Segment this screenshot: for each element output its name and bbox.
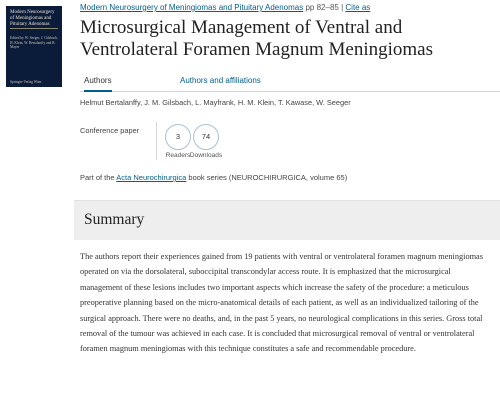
downloads-metric [186,124,226,159]
cover-rule [10,28,58,29]
page-range: pp 82–85 [305,3,339,12]
metrics-divider [156,122,157,160]
book-title-link[interactable]: Modern Neurosurgery of Meningiomas and Pituitary Adenomas [80,3,304,12]
book-series-line [80,173,347,182]
series-suffix: book series (NEUROCHIRURGICA, volume 65) [188,173,348,182]
readers-label: Readers [165,152,191,159]
book-info-line [80,3,370,12]
cover-publisher: Springer-Verlag Wien [10,80,42,84]
summary-header-band [74,200,500,240]
cover-editors: Edited by W. Seeger, J. Gilsbach, H. Klein, W. Bertalanffy and R. Mayer [10,36,58,50]
book-cover-image[interactable] [6,6,62,87]
series-link[interactable]: Acta Neurochirurgica [116,173,187,182]
downloads-label: Downloads [189,152,223,159]
content-type-label: Conference paper [80,126,140,135]
author-list: Helmut Bertalanffy, J. M. Gilsbach, L. Mayfrank, H. M. Klein, T. Kawase, W. Seeger [80,98,351,107]
tab-authors-and-affiliations[interactable]: Authors and affiliations [180,76,261,85]
chapter-title: Microsurgical Management of Ventral and Ventrolateral Foramen Magnum Meningiomas [80,17,434,60]
cite-as-link[interactable]: Cite as [345,3,371,12]
downloads-count: 74 [193,124,219,150]
series-prefix: Part of the [80,173,115,182]
summary-heading: Summary [84,211,145,228]
cover-title: Modern Neurosurgery of Meningiomas and Pituitary Adenomas [10,10,55,27]
readers-count: 3 [165,124,191,150]
separator: | [341,3,344,12]
tab-authors[interactable]: Authors [84,76,112,85]
author-tabs [80,72,500,92]
summary-text: The authors report their experiences gained from 19 patients with ventral or ventrolateral foramen magnum meningiomas operated on via the dorsolateral, suboccipital transcondylar access route. It is emphasized that the microsurgical management of these lesions includes two important aspects which increase the safety of the procedure: a meticulous preoperative planning based on the micro-anatomical details of each patient, as well as an individualized tailoring of the surgical approach. There were no deaths, and, in the past 5 years, no neurological complications in this series. Gross total removal of the tumour was achieved in each case. It is concluded that microsurgical removal of ventral or ventrolateral foramen magnum meningiomas with this technique constitutes a safe and recommendable procedure. [80,252,483,354]
